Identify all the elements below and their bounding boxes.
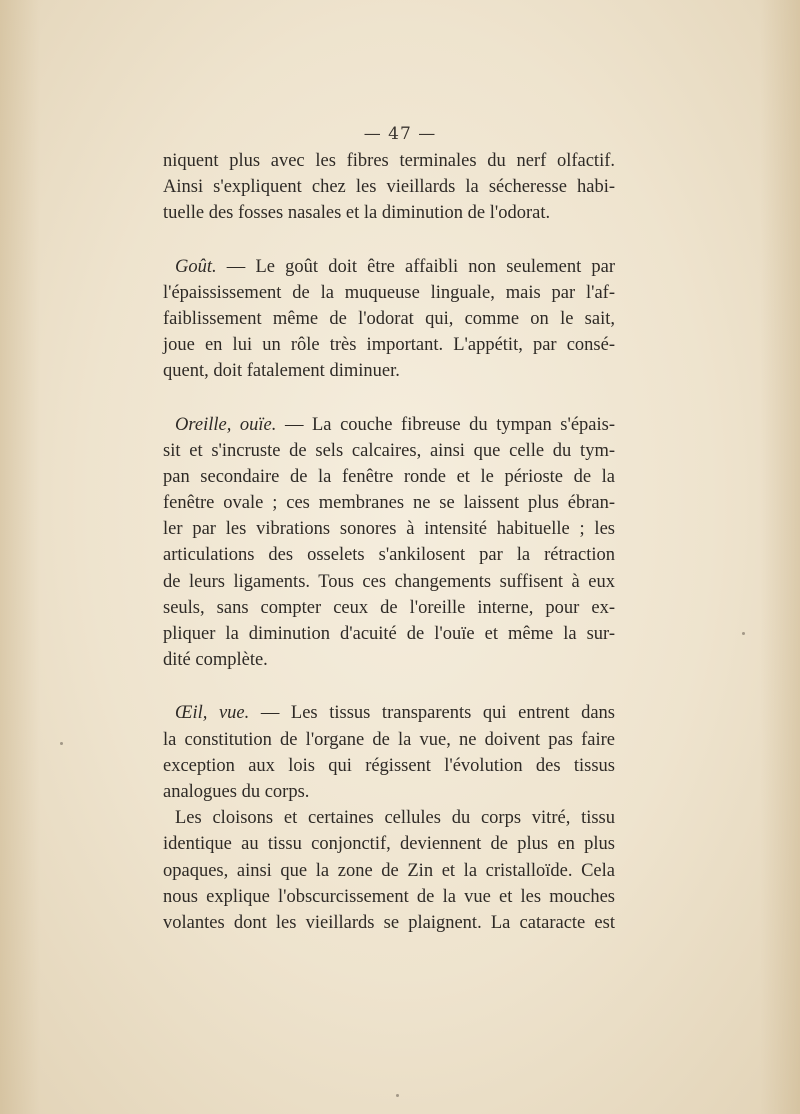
- paper-speck: [60, 742, 63, 745]
- paragraph-taste: [163, 254, 615, 385]
- paragraph-hearing: [163, 412, 615, 674]
- page-edge-shadow-left: [0, 0, 40, 1114]
- text-line: joue en lui un rôle très important. L'appétit, par consé-: [163, 335, 615, 356]
- page-number: — 47 —: [363, 124, 437, 144]
- text-line: pan secondaire de la fenêtre ronde et le périoste de la: [163, 466, 615, 487]
- text-line: Les cloisons et certaines cellules du corps vitré, tissu: [175, 808, 615, 829]
- page-edge-shadow-right: [760, 0, 800, 1114]
- text-line: fenêtre ovale ; ces membranes ne se laissent plus ébran-: [163, 493, 615, 514]
- text-line: tuelle des fosses nasales et la diminution de l'odorat.: [163, 203, 551, 224]
- text-line: quent, doit fatalement diminuer.: [163, 361, 400, 382]
- paragraph-vitreous: [163, 805, 615, 936]
- text-line: identique au tissu conjonctif, deviennent de plus en plus: [163, 834, 615, 855]
- text-line: dité complète.: [163, 650, 268, 671]
- body-text: [163, 148, 615, 936]
- text-line: sit et s'incruste de sels calcaires, ainsi que celle du tym-: [163, 440, 615, 461]
- paragraph-sight: [163, 700, 615, 805]
- paper-speck: [396, 1094, 399, 1097]
- text-line: pliquer la diminution d'acuité de l'ouïe et même la sur-: [163, 624, 615, 644]
- text-line: Oreille, ouïe. — La couche fibreuse du tympan s'épais-: [175, 414, 615, 435]
- text-line: de leurs ligaments. Tous ces changements suffisent à eux: [163, 571, 615, 592]
- text-line: Goût. — Le goût doit être affaibli non seulement par: [175, 256, 615, 277]
- paper-speck: [742, 632, 745, 635]
- text-line: opaques, ainsi que la zone de Zin et la cristalloïde. Cela: [163, 860, 615, 881]
- text-line: Œil, vue. — Les tissus transparents qui entrent dans: [175, 703, 615, 724]
- paragraph-olfaction-end: [163, 148, 615, 227]
- text-line: faiblissement même de l'odorat qui, comme on le sait,: [163, 308, 615, 329]
- section-heading-hearing: Oreille, ouïe.: [175, 414, 277, 435]
- text-line: ler par les vibrations sonores à intensité habituelle ; les: [163, 519, 615, 540]
- text-line: nous explique l'obscurcissement de la vue et les mouches: [163, 886, 615, 907]
- section-heading-taste: Goût.: [175, 256, 217, 277]
- section-heading-sight: Œil, vue.: [175, 703, 250, 724]
- text-line: seuls, sans compter ceux de l'oreille interne, pour ex-: [163, 597, 615, 618]
- text-line: analogues du corps.: [163, 781, 310, 802]
- text-line: l'épaississement de la muqueuse linguale, mais par l'af-: [163, 282, 615, 303]
- text-line: volantes dont les vieillards se plaignent. La cataracte est: [163, 912, 615, 933]
- text-line: la constitution de l'organe de la vue, ne doivent pas faire: [163, 729, 615, 750]
- text-line: Ainsi s'expliquent chez les vieillards la sécheresse habi-: [163, 177, 615, 198]
- text-line: niquent plus avec les fibres terminales du nerf olfactif.: [163, 151, 615, 171]
- text-line: exception aux lois qui régissent l'évolution des tissus: [163, 755, 615, 776]
- text-line: articulations des osselets s'ankilosent par la rétraction: [163, 545, 615, 566]
